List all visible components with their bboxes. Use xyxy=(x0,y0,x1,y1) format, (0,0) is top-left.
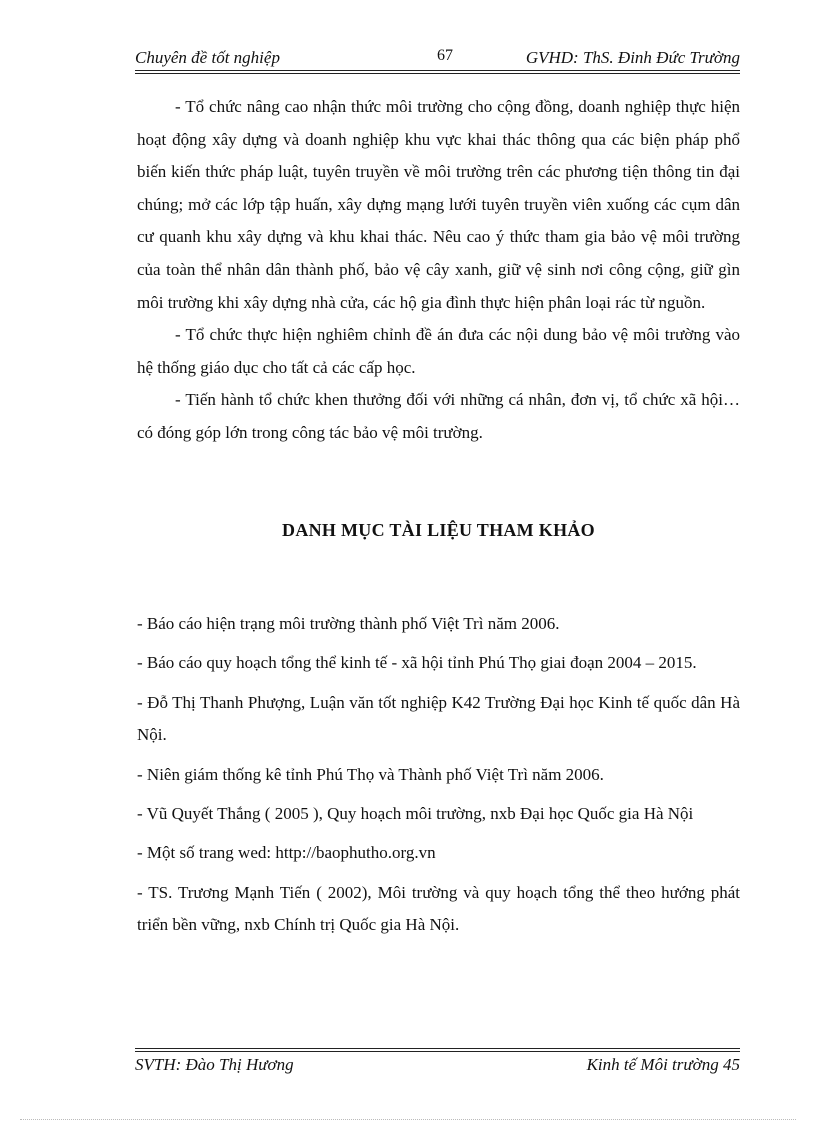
reference-item: - Đỗ Thị Thanh Phượng, Luận văn tốt nghiệp K42 Trường Đại học Kinh tế quốc dân Hà Nội. xyxy=(137,692,740,745)
page-footer xyxy=(135,1055,740,1077)
body-paragraph: - Tiến hành tổ chức khen thưởng đối với những cá nhân, đơn vị, tổ chức xã hội…có đóng góp lớn trong công tác bảo vệ môi trường. xyxy=(137,390,740,442)
header-divider xyxy=(135,70,740,74)
reference-item: - Báo cáo hiện trạng môi trường thành phố Việt Trì năm 2006. xyxy=(137,614,560,633)
footer-author: SVTH: Đào Thị Hương xyxy=(135,1055,294,1074)
header-supervisor: GVHD: ThS. Đinh Đức Trường xyxy=(525,48,740,67)
references-list xyxy=(137,608,740,949)
page-number: 67 xyxy=(437,47,453,64)
footer-divider xyxy=(135,1048,740,1052)
header-title: Chuyên đề tốt nghiệp xyxy=(135,48,280,67)
reference-item: - Vũ Quyết Thắng ( 2005 ), Quy hoạch môi trường, nxb Đại học Quốc gia Hà Nội xyxy=(137,804,694,824)
body-paragraph: - Tổ chức nâng cao nhận thức môi trường cho cộng đồng, doanh nghiệp thực hiện hoạt động xây dựng và doanh nghiệp khu vực khai thác thông qua các biện pháp phổ biến kiến thức pháp luật, tuyên truyền về môi trường trên các phương tiện thông tin đại chúng; mở các lớp tập huấn, xây dựng mạng lưới tuyên truyền viên xuống các cụm dân cư quanh khu xây dựng và khu khai thác. Nêu cao ý thức tham gia bảo vệ môi trường của toàn thể nhân dân thành phố, bảo vệ cây xanh, giữ vệ sinh nơi công cộng, giữ gìn môi trường khi xây dựng nhà cửa, các hộ gia đình thực hiện phân loại rác từ nguồn. xyxy=(137,97,740,312)
body-paragraph: - Tổ chức thực hiện nghiêm chỉnh đề án đưa các nội dung bảo vệ môi trường vào hệ thống giáo dục cho tất cả các cấp học. xyxy=(137,325,740,377)
reference-item: - Niên giám thống kê tỉnh Phú Thọ và Thành phố Việt Trì năm 2006. xyxy=(137,764,604,784)
reference-item: - Một số trang wed: http://baophutho.org.vn xyxy=(137,843,436,863)
reference-item: - Báo cáo quy hoạch tổng thể kinh tế - xã hội tỉnh Phú Thọ giai đoạn 2004 – 2015. xyxy=(137,653,697,673)
references-title: DANH MỤC TÀI LIỆU THAM KHẢO xyxy=(282,520,595,540)
page-header xyxy=(135,48,740,70)
footer-class: Kinh tế Môi trường 45 xyxy=(586,1055,740,1074)
reference-item: - TS. Trương Mạnh Tiến ( 2002), Môi trường và quy hoạch tổng thể theo hướng phát triển bền vững, nxb Chính trị Quốc gia Hà Nội. xyxy=(137,882,740,935)
body-text xyxy=(137,91,740,450)
page-edge-divider xyxy=(20,1119,796,1120)
